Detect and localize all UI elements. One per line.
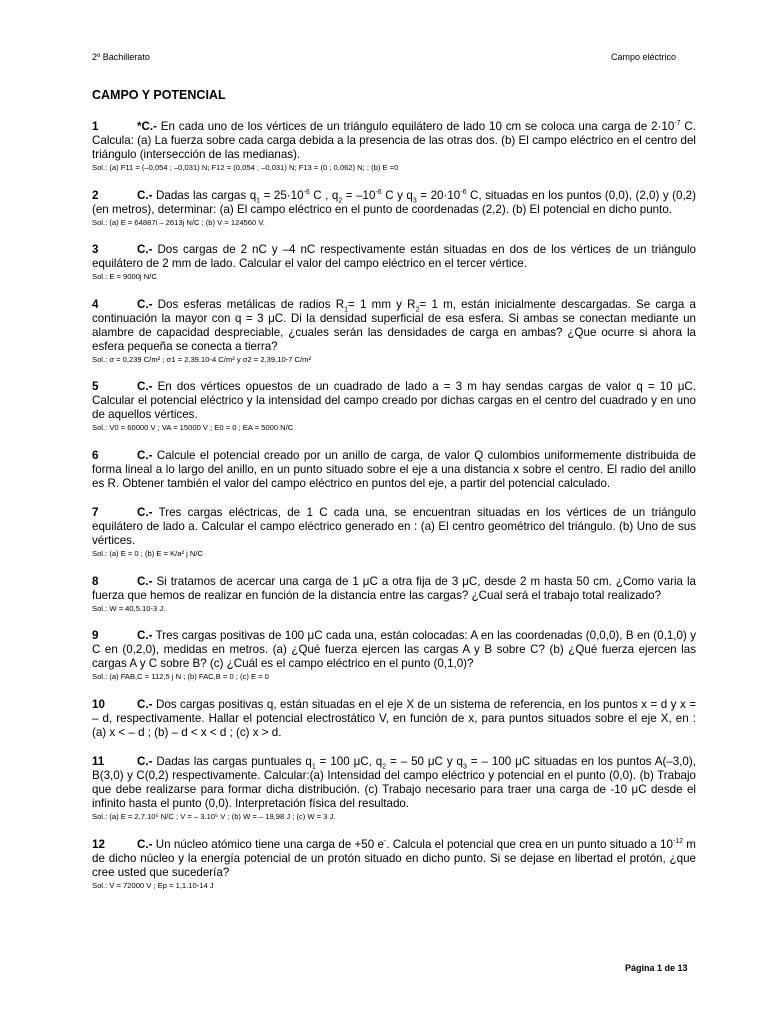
problem-5 (92, 380, 696, 433)
solution-text: (a) E = 0 ; (b) E = K/a² j N/C (109, 549, 203, 558)
problem-tag: C.- (137, 297, 153, 311)
solution-prefix: Sol.: (92, 812, 110, 821)
problem-number: 6 (92, 448, 99, 462)
problem-10 (92, 698, 696, 740)
problem-2 (92, 189, 696, 228)
solution-text: (a) E = 64887i – 2613j N/C ; (b) V = 124560 V. (109, 217, 265, 227)
statement-text: Tres cargas eléctricas, de 1 C cada una, se encuentran situadas en los vértices de un triángulo equilátero de lado a. Calcular el campo eléctrico generado en : (a) El centro geométrico del triángulo. (b) Uno de sus vértices. (92, 506, 697, 547)
problem-9 (92, 629, 696, 682)
statement-text: . Calcula el potencial que crea en un punto situado a 10 (386, 837, 673, 851)
statement-text: Dos cargas de 2 nC y –4 nC respectivamente están situadas en dos de los vértices de un triángulo equilátero de 2 mm de lado. Calcular el valor del campo eléctrico en el tercer vértice. (92, 243, 696, 270)
subscript: 1 (344, 305, 349, 313)
problem-7 (92, 506, 696, 559)
solution-line (92, 672, 696, 682)
problem-tag: C.- (137, 574, 153, 588)
subscript: 2 (415, 305, 420, 313)
problem-4 (92, 298, 696, 365)
solution-line (92, 423, 696, 433)
problem-number: 12 (92, 837, 105, 851)
subscript: 2 (338, 196, 343, 204)
problem-tag: C.- (137, 506, 153, 519)
problem-number: 3 (92, 243, 99, 256)
problem-tag: C.- (137, 243, 153, 256)
statement-text: = –10 (342, 188, 376, 202)
subscript: 1 (256, 196, 261, 204)
solution-prefix: Sol.: (92, 880, 110, 890)
problem-statement (92, 698, 696, 740)
statement-text: En cada uno de los vértices de un triángulo equilátero de lado 10 cm se coloca una carga de 2·10 (160, 120, 675, 133)
exponent: -12 (672, 837, 684, 845)
solution-prefix: Sol.: (92, 423, 110, 432)
header-topic: Campo eléctrico (611, 52, 677, 62)
statement-text: C y q (381, 188, 413, 202)
problem-11 (92, 755, 696, 822)
solution-text: (a) F11 = (–0,054 ; –0,031) N; F12 = (0,054 ; –0,031) N; F13 = (0 ; 0,062) N; ; (b) E =0 (109, 163, 399, 172)
exponent: -6 (460, 188, 467, 196)
solution-text: E = 9000j N/C (109, 272, 157, 281)
problem-statement (92, 298, 696, 354)
problem-statement (92, 380, 696, 422)
problem-tag: C.- (137, 837, 153, 851)
solution-prefix: Sol.: (92, 603, 110, 613)
problem-statement (92, 506, 696, 548)
solution-prefix: Sol.: (92, 672, 110, 681)
solution-text: (a) E = 2,7.10⁵ N/C ; V = – 3.10⁵ V ; (b) W = – 19,98 J ; (c) W = 3 J. (109, 812, 336, 821)
page-title: CAMPO Y POTENCIAL (92, 88, 226, 102)
statement-text: C, situadas en los puntos (0,0), (2,0) y (0,2) (en metros), determinar: (a) El campo eléctrico en el punto de coordenadas (2,2). (b) El potencial en dicho punto. (92, 188, 696, 216)
problem-tag: C.- (137, 380, 153, 393)
statement-text: Tres cargas positivas de 100 μC cada una, están colocadas: A en las coordenadas (0,0,0), B en (0,1,0) y C en (0,2,0), medidas en metros. (a) ¿Qué fuerza ejercen las cargas A y B sobre C? (b) ¿Qué fuerza ejercen las cargas A y C sobre B? (c) ¿Cuál es el campo eléctrico en el punto (0,1,0)? (92, 629, 697, 670)
problem-6 (92, 449, 696, 491)
problem-tag: C.- (137, 755, 153, 768)
statement-text: = – 50 μC y q (386, 755, 463, 768)
subscript: 3 (462, 763, 467, 771)
solution-prefix: Sol.: (92, 549, 110, 558)
statement-text: Dos esferas metálicas de radios R (157, 297, 345, 311)
problem-number: 1 (92, 120, 99, 133)
solution-line (92, 218, 696, 228)
subscript: 3 (412, 196, 417, 204)
superscript: - (383, 837, 387, 845)
solution-line (92, 355, 696, 365)
solution-line (92, 812, 696, 822)
problem-tag: C.- (137, 448, 153, 462)
problem-8 (92, 575, 696, 614)
subscript: 2 (382, 763, 387, 771)
page-number: Página 1 de 13 (625, 963, 688, 973)
problem-statement (92, 449, 696, 491)
statement-text: C. Calcula: (a) La fuerza sobre cada carga debida a la presencia de las otras dos. (b) El campo eléctrico en el centro del triángulo (intersección de las medianas). (92, 120, 696, 161)
solution-prefix: Sol.: (92, 163, 110, 172)
problem-number: 9 (92, 629, 99, 642)
solution-line (92, 549, 696, 559)
exponent: -6 (303, 188, 310, 196)
solution-text: V = 72000 V ; Ep = 1,1.10-14 J (109, 880, 214, 890)
problem-12 (92, 838, 696, 891)
solution-line (92, 604, 696, 614)
statement-text: = 1 m, están inicialmente descargadas. Se carga a continuación la mayor con q = 3 μC. Di la densidad superficial de esa esfera. Si ambas se conectan mediante un alambre de capacidad despreciable, ¿cuales serán las densidades de carga en ambas? ¿Que ocurre si ahora la esfera pequeña se conecta a tierra? (92, 297, 696, 353)
solution-text: σ = 0,239 C/m² ; σ1 = 2,39.10-4 C/m² y σ2 = 2,39.10-7 C/m² (109, 354, 311, 364)
solution-line (92, 272, 696, 282)
solution-text: W = 40,5.10-3 J. (109, 603, 166, 613)
solution-line (92, 881, 696, 891)
problem-number: 11 (92, 755, 105, 768)
problem-number: 2 (92, 188, 99, 202)
solution-text: V0 = 60000 V ; VA = 15000 V ; E0 = 0 ; EA = 5000 N/C (109, 423, 294, 432)
statement-text: = 25·10 (260, 188, 304, 202)
problem-tag: C.- (137, 697, 153, 711)
problem-3 (92, 243, 696, 282)
problem-number: 5 (92, 380, 99, 393)
statement-text: Un núcleo atómico tiene una carga de +50 e (155, 837, 384, 851)
problem-1 (92, 120, 696, 173)
problem-list (92, 120, 696, 906)
problem-number: 7 (92, 506, 99, 519)
statement-text: Calcule el potencial creado por un anillo de carga, de valor Q culombios uniformemente distribuida de forma lineal a lo largo del anillo, en un punto situado sobre el eje a una distancia x sobre el centro. El radio del anillo es R. Obtener también el valor del campo eléctrico en puntos del eje, a partir del potencial calculado. (92, 448, 696, 490)
statement-text: = – 100 μC situadas en los puntos A(–3,0), B(3,0) y C(0,2) respectivamente. Calcular:(a) Intensidad del campo eléctrico y potencial en el punto (0,0). (b) Trabajo que debe realizarse para formar dicha distribución. (c) Trabajo necesario para traer una carga de -10 μC desde el infinito hasta el punto (0,0). Interpretación física del resultado. (92, 755, 696, 810)
problem-number: 4 (92, 297, 99, 311)
problem-statement (92, 629, 696, 671)
problem-statement (92, 189, 696, 217)
problem-statement (92, 575, 696, 603)
problem-number: 10 (92, 697, 105, 711)
problem-statement (92, 755, 696, 811)
problem-tag: *C.- (137, 120, 157, 133)
problem-statement (92, 120, 696, 162)
statement-text: C , q (309, 188, 339, 202)
exponent: -6 (375, 188, 382, 196)
statement-text: En dos vértices opuestos de un cuadrado de lado a = 3 m hay sendas cargas de valor q = 10 μC. Calcular el potencial eléctrico y la intensidad del campo creado por dichas cargas en el centro del cuadrado y en uno de aquellos vértices. (92, 380, 696, 421)
subscript: 1 (311, 763, 316, 771)
solution-prefix: Sol.: (92, 217, 110, 227)
problem-tag: C.- (137, 629, 153, 642)
statement-text: Dadas las cargas q (156, 188, 257, 202)
exponent: -7 (674, 120, 681, 128)
statement-text: Si tratamos de acercar una carga de 1 μC a otra fija de 3 μC, desde 2 m hasta 50 cm. ¿Como varia la fuerza que hemos de realizar en función de la distancia entre las cargas? ¿Cual será el trabajo total realizado? (92, 574, 696, 602)
statement-text: Dadas las cargas puntuales q (156, 755, 312, 768)
problem-statement (92, 243, 696, 271)
problem-statement (92, 838, 696, 880)
statement-text: = 1 mm y R (348, 297, 416, 311)
problem-tag: C.- (137, 188, 153, 202)
header-course: 2º Bachillerato (92, 52, 150, 62)
solution-prefix: Sol.: (92, 272, 110, 281)
solution-text: (a) FAB,C = 112,5 j N ; (b) FAC,B = 0 ; (c) E = 0 (109, 672, 269, 681)
problem-number: 8 (92, 574, 99, 588)
statement-text: m de dicho núcleo y la energía potencial de un protón situado en dicho punto. Si se dejase en libertad el protón, ¿que cree usted que sucedería? (92, 837, 696, 879)
solution-prefix: Sol.: (92, 354, 110, 364)
statement-text: = 100 μC, q (315, 755, 383, 768)
statement-text: Dos cargas positivas q, están situadas en el eje X de un sistema de referencia, en los puntos x = d y x = – d, respectivamente. Hallar el potencial electrostático V, en función de x, para puntos situados sobre el eje X, en : (a) x < – d ; (b) – d < x < d ; (c) x > d. (92, 697, 696, 739)
statement-text: = 20·10 (416, 188, 461, 202)
solution-line (92, 163, 696, 173)
